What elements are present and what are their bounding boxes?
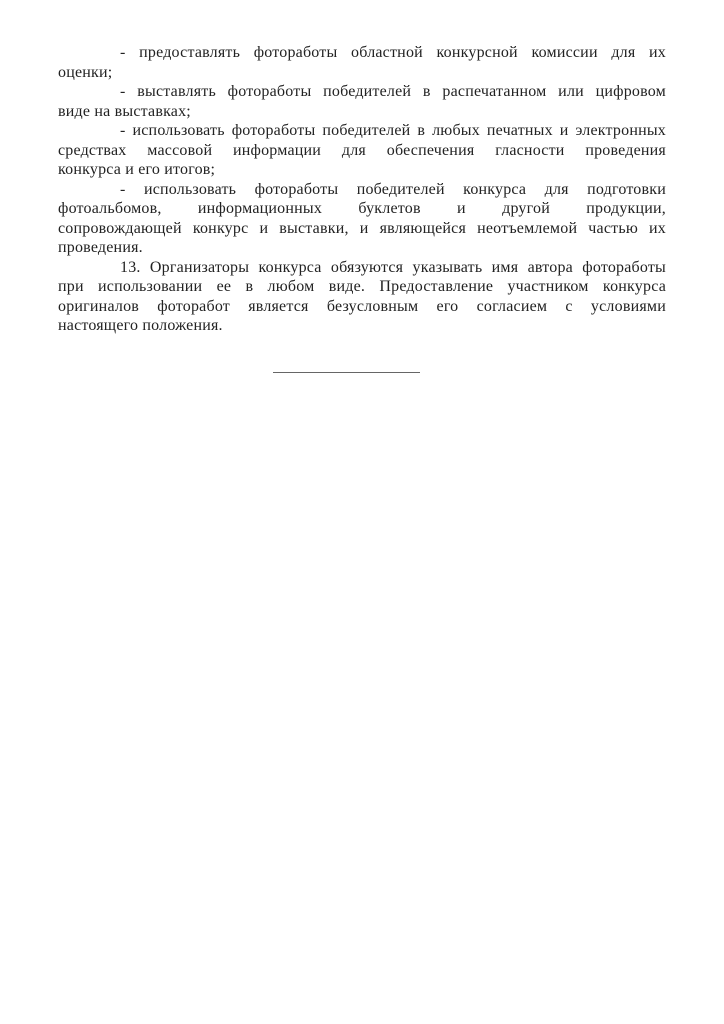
paragraph-list-item-2	[58, 82, 666, 121]
text-line: сопровождающей конкурс и выставки, и являющейся неотъемлемой частью их	[58, 219, 666, 237]
document-text-block	[58, 43, 666, 336]
signature-line	[273, 372, 420, 373]
text-line: фотоальбомов, информационных буклетов и другой продукции,	[58, 200, 666, 217]
paragraph-list-item-1	[58, 43, 666, 82]
text-line: оценки;	[58, 63, 113, 81]
text-line: - использовать фотоработы победителей конкурса для подготовки	[120, 180, 666, 198]
text-line: - предоставлять фотоработы областной конкурсной комиссии для их	[120, 44, 666, 61]
text-line: средствах массовой информации для обеспечения гласности проведения	[58, 141, 666, 159]
text-line: настоящего положения.	[58, 317, 223, 334]
paragraph-clause-13	[58, 258, 666, 336]
text-line: 13. Организаторы конкурса обязуются указывать имя автора фотоработы	[120, 258, 666, 276]
paragraph-list-item-4	[58, 180, 666, 258]
text-line: - выставлять фотоработы победителей в распечатанном или цифровом	[120, 83, 666, 100]
text-line: при использовании ее в любом виде. Предоставление участником конкурса	[58, 278, 666, 295]
text-line: - использовать фотоработы победителей в любых печатных и электронных	[120, 122, 666, 139]
text-line: проведения.	[58, 239, 143, 256]
paragraph-list-item-3	[58, 121, 666, 180]
text-line: виде на выставках;	[58, 102, 191, 120]
text-line: конкурса и его итогов;	[58, 161, 216, 178]
text-line: оригиналов фоторабот является безусловным его согласием с условиями	[58, 297, 666, 315]
